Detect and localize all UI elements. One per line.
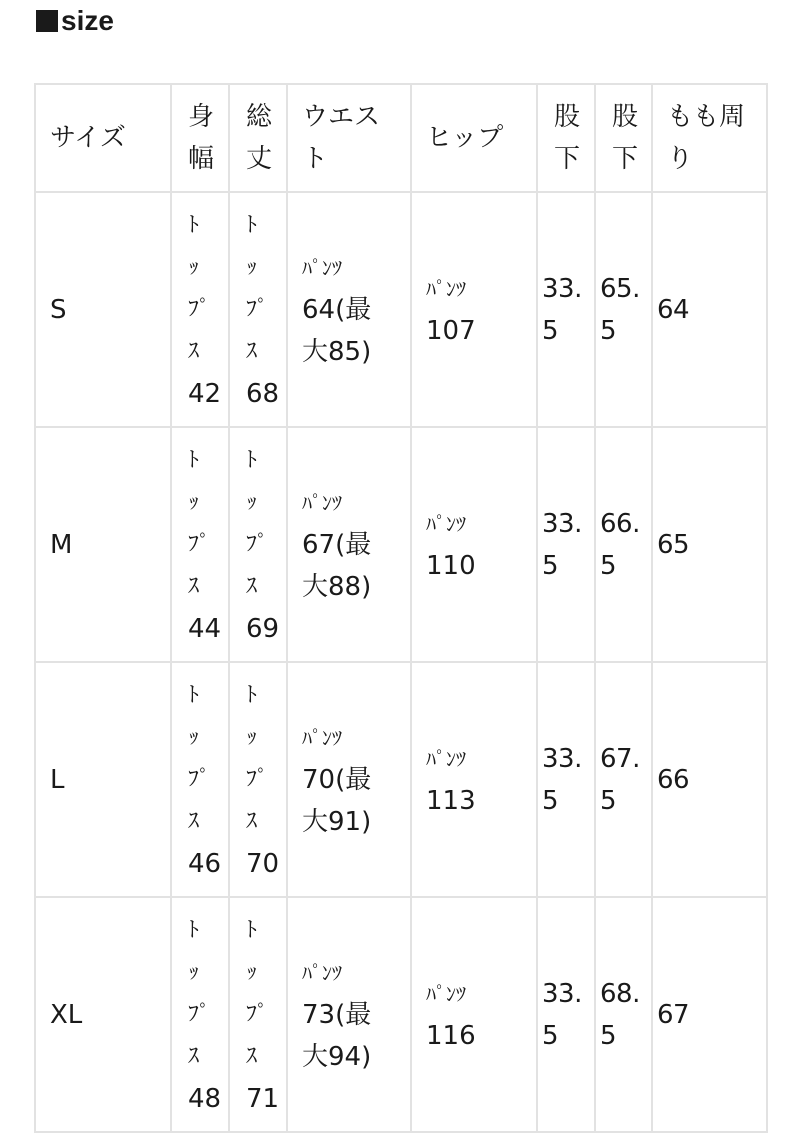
matagami-cell xyxy=(537,192,595,427)
table-header-row xyxy=(35,84,767,192)
hip-prefix: ﾊﾟﾝﾂ xyxy=(426,746,466,771)
momo-cell xyxy=(652,662,767,897)
hip-prefix: ﾊﾟﾝﾂ xyxy=(426,511,466,536)
waist-cell xyxy=(287,897,411,1132)
header-waist: ウエスト xyxy=(287,84,411,192)
momo-value: 66 xyxy=(657,764,690,795)
mihaba-value: 44 xyxy=(188,613,222,644)
matagami-cell xyxy=(537,662,595,897)
waist-prefix: ﾊﾟﾝﾂ xyxy=(302,255,342,280)
waist-prefix: ﾊﾟﾝﾂ xyxy=(302,725,342,750)
mihaba-prefix-char: ｽ xyxy=(188,573,200,599)
size-cell xyxy=(35,662,171,897)
matagami-value: 33.5 xyxy=(542,978,582,1051)
mihaba-prefix-char: ｯ xyxy=(188,254,200,280)
mihaba-value: 48 xyxy=(188,1083,222,1114)
hip-cell xyxy=(411,427,537,662)
waist-cell xyxy=(287,192,411,427)
waist-value: 73(最大94) xyxy=(302,999,372,1072)
mihaba-prefix-char: ﾌﾟ xyxy=(188,296,211,322)
momo-cell xyxy=(652,897,767,1132)
table-row xyxy=(35,427,767,662)
soutake-prefix-char: ﾄ xyxy=(246,212,258,238)
waist-prefix: ﾊﾟﾝﾂ xyxy=(302,490,342,515)
matagami-2-cell xyxy=(595,192,652,427)
size-cell xyxy=(35,192,171,427)
momo-value: 65 xyxy=(657,529,690,560)
soutake-prefix-char: ﾌﾟ xyxy=(246,766,269,792)
soutake-prefix-char: ｯ xyxy=(246,724,258,750)
mihaba-prefix-char: ﾄ xyxy=(188,917,200,943)
table-row xyxy=(35,897,767,1132)
matagami-cell xyxy=(537,897,595,1132)
header-matagami: 股下 xyxy=(537,84,595,192)
soutake-prefix-char: ﾌﾟ xyxy=(246,531,269,557)
section-heading xyxy=(36,4,114,38)
waist-cell xyxy=(287,427,411,662)
momo-value: 64 xyxy=(657,294,690,325)
mihaba-prefix-char: ｯ xyxy=(188,959,200,985)
matagami-2-cell xyxy=(595,427,652,662)
hip-prefix: ﾊﾟﾝﾂ xyxy=(426,276,466,301)
mihaba-prefix-char: ﾄ xyxy=(188,212,200,238)
matagami-2-cell xyxy=(595,897,652,1132)
header-matagami-2: 股下 xyxy=(595,84,652,192)
soutake-prefix-char: ﾌﾟ xyxy=(246,1001,269,1027)
hip-value: 113 xyxy=(426,785,476,816)
size-label: XL xyxy=(50,999,83,1030)
mihaba-cell xyxy=(171,192,229,427)
size-cell xyxy=(35,897,171,1132)
mihaba-cell xyxy=(171,427,229,662)
mihaba-prefix-char: ﾌﾟ xyxy=(188,766,211,792)
mihaba-value: 42 xyxy=(188,378,222,409)
soutake-value: 70 xyxy=(246,848,280,879)
soutake-prefix-char: ﾄ xyxy=(246,447,258,473)
matagami-value: 33.5 xyxy=(542,273,582,346)
size-label: S xyxy=(50,294,67,325)
header-size: サイズ xyxy=(35,84,171,192)
matagami-cell xyxy=(537,427,595,662)
hip-prefix: ﾊﾟﾝﾂ xyxy=(426,981,466,1006)
mihaba-prefix-char: ｽ xyxy=(188,808,200,834)
soutake-cell xyxy=(229,427,287,662)
soutake-value: 69 xyxy=(246,613,280,644)
hip-cell xyxy=(411,662,537,897)
matagami-2-value: 66.5 xyxy=(600,508,640,581)
mihaba-prefix-char: ｯ xyxy=(188,724,200,750)
mihaba-prefix-char: ｽ xyxy=(188,338,200,364)
header-momo: もも周り xyxy=(652,84,767,192)
soutake-prefix-char: ｽ xyxy=(246,808,258,834)
waist-cell xyxy=(287,662,411,897)
soutake-prefix-char: ｯ xyxy=(246,959,258,985)
size-table xyxy=(34,83,768,1133)
mihaba-cell xyxy=(171,662,229,897)
matagami-value: 33.5 xyxy=(542,508,582,581)
waist-prefix: ﾊﾟﾝﾂ xyxy=(302,960,342,985)
matagami-value: 33.5 xyxy=(542,743,582,816)
soutake-prefix-char: ﾌﾟ xyxy=(246,296,269,322)
size-label: L xyxy=(50,764,65,795)
mihaba-cell xyxy=(171,897,229,1132)
soutake-prefix-char: ﾄ xyxy=(246,917,258,943)
momo-value: 67 xyxy=(657,999,690,1030)
hip-value: 107 xyxy=(426,315,476,346)
mihaba-prefix-char: ﾄ xyxy=(188,447,200,473)
soutake-prefix-char: ｯ xyxy=(246,489,258,515)
mihaba-prefix-char: ﾄ xyxy=(188,682,200,708)
soutake-cell xyxy=(229,192,287,427)
momo-cell xyxy=(652,427,767,662)
matagami-2-value: 68.5 xyxy=(600,978,640,1051)
table-row xyxy=(35,192,767,427)
mihaba-prefix-char: ﾌﾟ xyxy=(188,1001,211,1027)
soutake-prefix-char: ﾄ xyxy=(246,682,258,708)
hip-cell xyxy=(411,897,537,1132)
waist-value: 70(最大91) xyxy=(302,764,372,837)
soutake-prefix-char: ｽ xyxy=(246,1043,258,1069)
matagami-2-value: 67.5 xyxy=(600,743,640,816)
matagami-2-cell xyxy=(595,662,652,897)
hip-value: 110 xyxy=(426,550,476,581)
soutake-cell xyxy=(229,662,287,897)
mihaba-prefix-char: ｯ xyxy=(188,489,200,515)
table-row xyxy=(35,662,767,897)
black-square-icon xyxy=(36,10,58,32)
section-heading-label: size xyxy=(61,5,114,36)
hip-cell xyxy=(411,192,537,427)
size-label: M xyxy=(50,529,73,560)
soutake-prefix-char: ｽ xyxy=(246,338,258,364)
waist-value: 67(最大88) xyxy=(302,529,372,602)
soutake-cell xyxy=(229,897,287,1132)
soutake-value: 68 xyxy=(246,378,280,409)
header-soutake: 総丈 xyxy=(229,84,287,192)
mihaba-value: 46 xyxy=(188,848,222,879)
hip-value: 116 xyxy=(426,1020,476,1051)
soutake-prefix-char: ｯ xyxy=(246,254,258,280)
soutake-prefix-char: ｽ xyxy=(246,573,258,599)
momo-cell xyxy=(652,192,767,427)
mihaba-prefix-char: ｽ xyxy=(188,1043,200,1069)
size-cell xyxy=(35,427,171,662)
header-mihaba: 身幅 xyxy=(171,84,229,192)
header-hip: ヒップ xyxy=(411,84,537,192)
waist-value: 64(最大85) xyxy=(302,294,372,367)
mihaba-prefix-char: ﾌﾟ xyxy=(188,531,211,557)
soutake-value: 71 xyxy=(246,1083,280,1114)
matagami-2-value: 65.5 xyxy=(600,273,640,346)
